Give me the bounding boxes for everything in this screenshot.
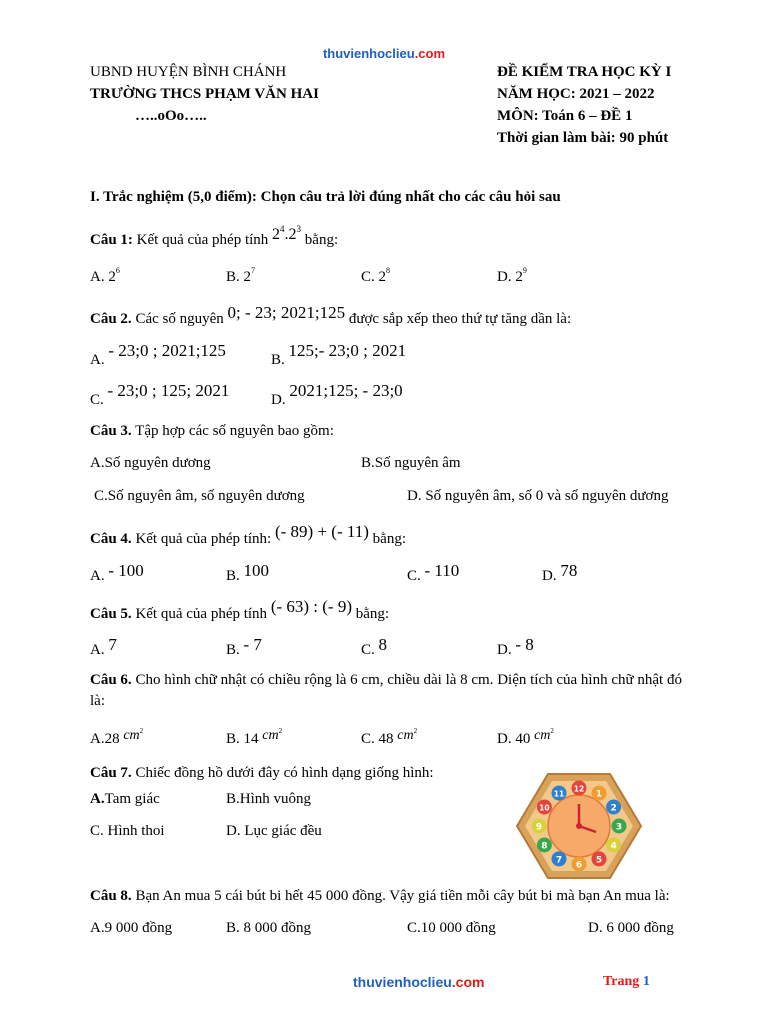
question-label: Câu 5. [90,606,132,622]
time-limit: Thời gian làm bài: 90 phút [497,130,669,146]
q7-option-a[interactable]: A.Tam giác [90,791,160,807]
question-6-line2: là: [90,693,105,709]
question-6 [90,672,682,689]
question-4 [90,522,406,548]
question-text: Cho hình chữ nhật có chiều rộng là 6 cm, chiều dài là 8 cm. Diện tích của hình chữ nhật đó [135,672,682,688]
question-text: Bạn An mua 5 cái bút bi hết 45 000 đồng. Vậy giá tiền mỗi cây bút bi mà bạn An mua là: [135,888,670,904]
school-year: NĂM HỌC: 2021 – 2022 [497,86,655,102]
question-label: Câu 3. [90,423,132,439]
q2-option-c[interactable]: C. - 23;0 ; 125; 2021 [90,381,230,408]
site-watermark-top[interactable] [0,46,768,61]
q6-option-a[interactable]: A.28 $cm^2$ [90,727,144,747]
q4-option-b[interactable]: B. 100 [226,561,270,584]
q4-option-d[interactable]: D. 78 [542,561,578,584]
question-label: Câu 7. [90,765,132,781]
question-3 [90,423,334,440]
q5-option-d[interactable]: D. - 8 [497,635,534,658]
q4-option-a[interactable]: A. - 100 [90,561,144,584]
question-label: Câu 6. [90,672,132,688]
question-label: Câu 8. [90,888,132,904]
question-label: Câu 1: [90,232,133,248]
question-expression: $2^4.2^3$ [272,224,302,243]
question-expression: (- 63) : (- 9) [270,597,353,616]
q7-option-d[interactable]: D. Lục giác đều [226,823,322,839]
site-name-tld: .com [451,974,485,990]
school-name: TRƯỜNG THCS PHẠM VĂN HAI [90,86,319,102]
q2-option-d[interactable]: D. 2021;125; - 23;0 [271,381,403,408]
section-title: I. Trắc nghiệm (5,0 điểm): Chọn câu trả lời đúng nhất cho các câu hỏi sau [90,189,561,205]
clock-center-pin [576,823,582,829]
q8-option-c[interactable]: C.10 000 đồng [407,920,496,936]
q6-option-d[interactable]: D. 40 $cm^2$ [497,727,554,747]
question-label: Câu 2. [90,311,132,327]
question-text: Chiếc đồng hồ dưới đây có hình dạng giống hình: [135,765,434,781]
q4-option-c[interactable]: C. - 110 [407,561,460,584]
q3-option-b[interactable]: B.Số nguyên âm [361,455,461,471]
clock-number-label: 2 [610,803,617,814]
question-text-after: bằng: [304,232,339,248]
q1-option-b[interactable]: B. $2^7$ [226,266,256,285]
header-ornament: …..oOo….. [135,108,207,124]
q5-option-c[interactable]: C. 8 [361,635,388,658]
clock-number-label: 1 [595,789,603,800]
question-5 [90,597,390,623]
site-name-main: thuvienhoclieu [322,46,415,61]
clock-number-label: 10 [539,803,550,813]
q3-option-a[interactable]: A.Số nguyên dương [90,455,211,471]
hexagon-clock-image [516,772,642,880]
question-1 [90,224,339,249]
question-expression: 0; - 23; 2021;125 [227,303,346,322]
q3-option-d[interactable]: D. Số nguyên âm, số 0 và số nguyên dương [407,488,669,504]
question-text: Kết quả của phép tính: [135,531,272,547]
question-8 [90,888,670,905]
q2-option-a[interactable]: A. - 23;0 ; 2021;125 [90,341,226,368]
page-label: Trang [603,974,640,989]
clock-number-label: 9 [535,822,543,833]
q8-option-d[interactable]: D. 6 000 đồng [588,920,674,936]
q2-option-b[interactable]: B. 125;- 23;0 ; 2021 [271,341,407,368]
site-name-main: thuvienhoclieu [353,974,452,990]
question-text: Kết quả của phép tính [136,232,269,248]
q1-option-d[interactable]: D. $2^9$ [497,266,527,285]
q3-option-c[interactable]: C.Số nguyên âm, số nguyên dương [94,488,305,504]
q6-option-c[interactable]: C. 48 $cm^2$ [361,727,418,747]
question-text-after: bằng: [372,531,406,547]
clock-number-label: 7 [555,855,563,866]
question-2 [90,303,572,328]
q5-option-a[interactable]: A. 7 [90,635,117,658]
q7-option-b[interactable]: B.Hình vuông [226,791,312,807]
page-number [603,974,650,990]
q1-option-a[interactable]: A. $2^6$ [90,266,120,285]
question-expression: (- 89) + (- 11) [274,522,369,541]
district-name: UBND HUYỆN BÌNH CHÁNH [90,64,287,80]
clock-number-label: 5 [595,855,603,866]
question-text: Tập hợp các số nguyên bao gồm: [135,423,334,439]
question-text-after: được sắp xếp theo thứ tự tăng dần là: [348,311,572,327]
clock-number-label: 3 [615,822,623,833]
q7-option-c[interactable]: C. Hình thoi [90,823,165,839]
exam-title: ĐỀ KIỂM TRA HỌC KỲ I [497,64,672,80]
question-7 [90,765,434,782]
q8-option-b[interactable]: B. 8 000 đồng [226,920,312,936]
clock-number-label: 11 [553,789,565,799]
question-text: Các số nguyên [135,311,224,327]
clock-number-label: 8 [541,841,548,852]
subject: MÔN: Toán 6 – ĐỀ 1 [497,108,633,124]
page-number-value: 1 [642,974,650,989]
q6-option-b[interactable]: B. 14 $cm^2$ [226,727,283,747]
question-text-after: bằng: [355,606,390,622]
question-label: Câu 4. [90,531,132,547]
clock-number-label: 6 [575,860,583,871]
site-watermark-footer[interactable] [353,974,484,990]
q5-option-b[interactable]: B. - 7 [226,635,262,658]
site-name-tld: .com [414,46,446,61]
clock-number-label: 12 [573,784,585,794]
clock-number-label: 4 [610,841,617,852]
question-text: Kết quả của phép tính [135,606,268,622]
q1-option-c[interactable]: C. $2^8$ [361,266,391,285]
q8-option-a[interactable]: A.9 000 đồng [90,920,173,936]
